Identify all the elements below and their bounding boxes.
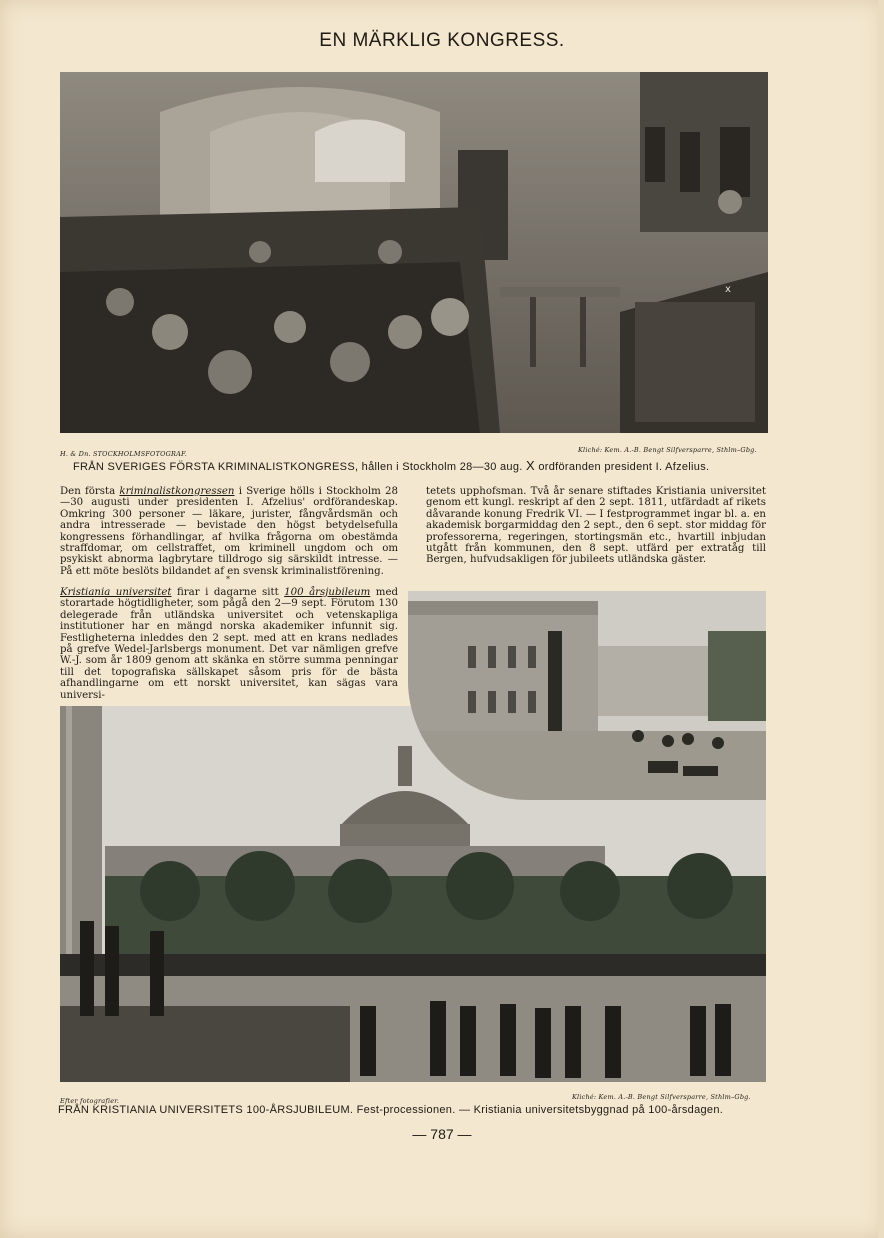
p1-lead: Den första <box>60 486 116 497</box>
article-paragraph-kristiania <box>60 587 398 701</box>
top-photo-caption <box>73 458 709 473</box>
col2-text: tetets upphofsman. Två år senare stiftades Kristiania universitet genom ett kungl. reskript af den 2 sept. 1811, utfärdadt af rikets dåvarande konung Fredrik VI. — I festprogrammet ingar bl. a. en akademisk borgarmiddag den 2 sept., den 6 sept. stor middag för professorerna, regeringen, stortingsmän etc., hvartill inbjudan utgått från kommunen, den 8 sept. utfärd per extratåg till Bergen, hufvudsakligen för jubileets utländska gäster. <box>426 486 766 566</box>
bottom-photo-credit: Efter fotografier. <box>60 1097 120 1105</box>
article-paragraph-continued <box>426 486 766 566</box>
p2-em2: 100 årsjubileum <box>284 587 371 598</box>
top-photo-credit: H. & Dn. STOCKHOLMSFOTOGRAF. <box>60 450 187 458</box>
caption-end: ordföranden president I. Afzelius. <box>538 461 710 473</box>
article-paragraph-kriminalist <box>60 486 398 577</box>
p2-rest: med storartade högtidligheter, som pågå den 2—9 sept. Förutom 130 delegerade från utländska universitet och vetenskapliga institutioner har en mängd norska akademiker infunnit sig. Festligheterna inleddes den 2 sept. med att en krans nedlades på grefve Wedel-Jarlsbergs monument. Det var nämligen grefve W.-J. som år 1809 genom att skänka en större summa penningar till det topografiska sällskapet såsom pris för de bästa afhandlingarne om ett norskt universitet, kan sägas vara universi- <box>60 587 399 701</box>
p2-em1: Kristiania universitet <box>60 587 172 598</box>
page-edge <box>878 0 884 1238</box>
top-photo-cliche-credit: Kliché: Kem. A.-B. Bengt Silfversparre, Sthlm–Gbg. <box>578 446 757 454</box>
university-photo <box>408 591 766 800</box>
p1-rest: i Sverige hölls i Stockholm 28—30 augusti under presidenten I. Afzelius' ordförandeskap. Omkring 300 personer — läkare, jurister, fångvårdsmän och andra intresserade — bevistade den högst betydelsefulla kongressens förhandlingar, af hvilka frågorna om obestämda straffdomar, om cellstraffet, om kriminell ungdom och om psykiskt abnorma lagbrytare tilldrogo sig särskildt intresse. — På ett möte beslöts bildandet af en svensk kriminalistförening. <box>60 486 398 577</box>
chair-mark: x <box>725 284 731 295</box>
bottom-photo-cliche-credit: Kliché: Kem. A.-B. Bengt Silfversparre, Sthlm–Gbg. <box>572 1093 751 1101</box>
bottom-photo-caption: FRÅN KRISTIANIA UNIVERSITETS 100-ÅRSJUBILEUM. Fest-processionen. — Kristiania universitetsbyggnad på 100-årsdagen. <box>58 1104 724 1116</box>
university-photo-image <box>408 591 766 800</box>
p2-mid: firar i dagarne sitt <box>177 587 279 598</box>
p1-em: kriminalistkongressen <box>119 486 235 497</box>
section-separator: * <box>226 575 230 584</box>
caption-main: FRÅN SVERIGES FÖRSTA KRIMINALISTKONGRESS, hållen i Stockholm 28—30 aug. <box>73 461 523 473</box>
page-number: — 787 — <box>412 1126 472 1142</box>
caption-mark: X <box>526 458 535 473</box>
page-title: EN MÄRKLIG KONGRESS. <box>319 30 565 51</box>
congress-photo-image <box>60 72 768 433</box>
congress-photo <box>60 72 768 433</box>
